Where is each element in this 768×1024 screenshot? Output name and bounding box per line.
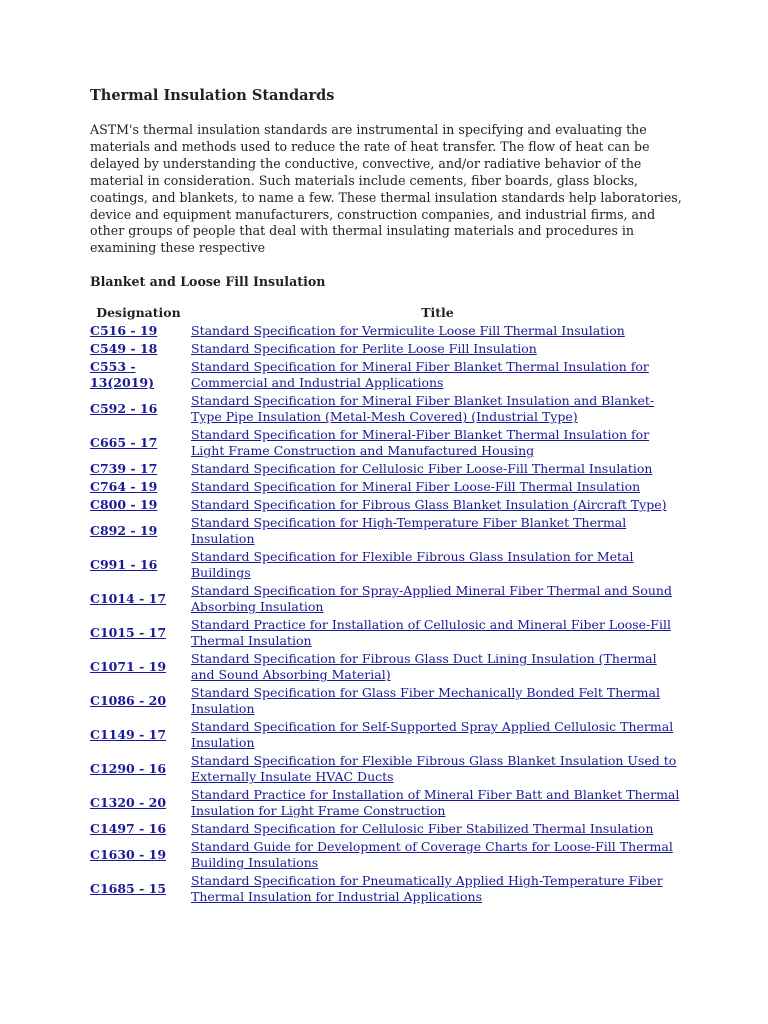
- designation-link[interactable]: C1015 - 17: [90, 625, 167, 641]
- designation-link[interactable]: C764 - 19: [90, 479, 158, 495]
- table-row: [90, 786, 684, 820]
- designation-cell: [90, 718, 191, 752]
- standard-title-link[interactable]: Standard Specification for Vermiculite Loose Fill Thermal Insulation: [191, 323, 625, 339]
- standard-title-link[interactable]: Standard Practice for Installation of Cellulosic and Mineral Fiber Loose-Fill Thermal Insulation: [191, 617, 671, 649]
- title-cell: [191, 786, 684, 820]
- designation-column-header: Designation: [96, 305, 181, 321]
- table-row: [90, 684, 684, 718]
- title-column-header: Title: [421, 305, 454, 321]
- designation-link[interactable]: C1630 - 19: [90, 847, 167, 863]
- designation-link[interactable]: C800 - 19: [90, 497, 158, 513]
- title-cell: [191, 650, 684, 684]
- table-row: [90, 820, 684, 838]
- designation-link[interactable]: C1497 - 16: [90, 821, 167, 837]
- standard-title-link[interactable]: Standard Specification for Fibrous Glass Blanket Insulation (Aircraft Type): [191, 497, 667, 513]
- standard-title-link[interactable]: Standard Specification for Mineral Fiber Loose-Fill Thermal Insulation: [191, 479, 641, 495]
- title-cell: [191, 496, 684, 514]
- standard-title-link[interactable]: Standard Specification for High-Temperature Fiber Blanket Thermal Insulation: [191, 515, 627, 547]
- title-cell: [191, 752, 684, 786]
- designation-link[interactable]: C991 - 16: [90, 557, 158, 573]
- table-row: [90, 358, 684, 392]
- table-row: [90, 872, 684, 906]
- designation-link[interactable]: C549 - 18: [90, 341, 158, 357]
- page-title: Thermal Insulation Standards: [90, 87, 335, 104]
- designation-cell: [90, 392, 191, 426]
- standard-title-link[interactable]: Standard Specification for Glass Fiber Mechanically Bonded Felt Thermal Insulation: [191, 685, 660, 717]
- table-row: [90, 650, 684, 684]
- designation-link[interactable]: C1290 - 16: [90, 761, 167, 777]
- designation-cell: [90, 340, 191, 358]
- standard-title-link[interactable]: Standard Specification for Spray-Applied Mineral Fiber Thermal and Sound Absorbing Insulation: [191, 583, 672, 615]
- designation-cell: [90, 752, 191, 786]
- designation-cell: [90, 786, 191, 820]
- title-cell: [191, 684, 684, 718]
- designation-link[interactable]: C1071 - 19: [90, 659, 167, 675]
- table-row: [90, 718, 684, 752]
- designation-link[interactable]: C1086 - 20: [90, 693, 167, 709]
- standard-title-link[interactable]: Standard Specification for Mineral Fiber Blanket Thermal Insulation for Commercial and Industrial Applications: [191, 359, 649, 391]
- standard-title-link[interactable]: Standard Specification for Flexible Fibrous Glass Insulation for Metal Buildings: [191, 549, 634, 581]
- title-cell: [191, 514, 684, 548]
- title-cell: [191, 582, 684, 616]
- standard-title-link[interactable]: Standard Specification for Cellulosic Fiber Loose-Fill Thermal Insulation: [191, 461, 653, 477]
- standard-title-link[interactable]: Standard Specification for Mineral Fiber Blanket Insulation and Blanket-Type Pipe Insulation (Metal-Mesh Covered) (Industrial Type): [191, 393, 655, 425]
- designation-link[interactable]: C892 - 19: [90, 523, 158, 539]
- designation-link[interactable]: C1685 - 15: [90, 881, 167, 897]
- designation-link[interactable]: C1149 - 17: [90, 727, 167, 743]
- standard-title-link[interactable]: Standard Specification for Mineral-Fiber Blanket Thermal Insulation for Light Frame Construction and Manufactured Housing: [191, 427, 650, 459]
- designation-link[interactable]: C553 - 13(2019): [90, 359, 155, 391]
- designation-cell: [90, 872, 191, 906]
- designation-link[interactable]: C739 - 17: [90, 461, 158, 477]
- standard-title-link[interactable]: Standard Specification for Flexible Fibrous Glass Blanket Insulation Used to Externally Insulate HVAC Ducts: [191, 753, 677, 785]
- designation-link[interactable]: C516 - 19: [90, 323, 158, 339]
- title-cell: [191, 340, 684, 358]
- table-row: [90, 322, 684, 340]
- standard-title-link[interactable]: Standard Specification for Perlite Loose Fill Insulation: [191, 341, 537, 357]
- designation-cell: [90, 478, 191, 496]
- table-row: [90, 616, 684, 650]
- table-row: [90, 460, 684, 478]
- title-cell: [191, 392, 684, 426]
- standard-title-link[interactable]: Standard Practice for Installation of Mineral Fiber Batt and Blanket Thermal Insulation for Light Frame Construction: [191, 787, 680, 819]
- designation-link[interactable]: C665 - 17: [90, 435, 158, 451]
- title-cell: [191, 718, 684, 752]
- standard-title-link[interactable]: Standard Specification for Self-Supported Spray Applied Cellulosic Thermal Insulation: [191, 719, 674, 751]
- table-row: [90, 514, 684, 548]
- table-body: [90, 322, 684, 906]
- standard-title-link[interactable]: Standard Specification for Pneumatically Applied High-Temperature Fiber Thermal Insulation for Industrial Applications: [191, 873, 663, 905]
- table-row: [90, 582, 684, 616]
- title-cell: [191, 872, 684, 906]
- table-row: [90, 426, 684, 460]
- table-row: [90, 340, 684, 358]
- designation-link[interactable]: C1320 - 20: [90, 795, 167, 811]
- designation-link[interactable]: C1014 - 17: [90, 591, 167, 607]
- table-row: [90, 392, 684, 426]
- designation-link[interactable]: C592 - 16: [90, 401, 158, 417]
- standard-title-link[interactable]: Standard Specification for Fibrous Glass Duct Lining Insulation (Thermal and Sound Absorbing Material): [191, 651, 657, 683]
- document-page: [90, 86, 684, 906]
- designation-cell: [90, 582, 191, 616]
- table-row: [90, 752, 684, 786]
- designation-cell: [90, 650, 191, 684]
- designation-cell: [90, 514, 191, 548]
- designation-cell: [90, 358, 191, 392]
- title-cell: [191, 358, 684, 392]
- title-cell: [191, 322, 684, 340]
- table-row: [90, 548, 684, 582]
- title-cell: [191, 820, 684, 838]
- section-title: Blanket and Loose Fill Insulation: [90, 274, 326, 290]
- table-row: [90, 496, 684, 514]
- standards-table: [90, 304, 684, 906]
- table-row: [90, 478, 684, 496]
- title-cell: [191, 460, 684, 478]
- designation-cell: [90, 496, 191, 514]
- standard-title-link[interactable]: Standard Guide for Development of Coverage Charts for Loose-Fill Thermal Building Insulations: [191, 839, 673, 871]
- title-cell: [191, 616, 684, 650]
- table-header-row: [90, 304, 684, 322]
- intro-paragraph: ASTM's thermal insulation standards are instrumental in specifying and evaluating the materials and methods used to reduce the rate of heat transfer. The flow of heat can be delayed by understanding the conductive, convective, and/or radiative behavior of the material in consideration. Such materials include cements, fiber boards, glass blocks, coatings, and blankets, to name a few. These thermal insulation standards help laboratories, device and equipment manufacturers, construction companies, and industrial firms, and other groups of people that deal with thermal insulating materials and procedures in examining these respective: [90, 122, 682, 256]
- designation-cell: [90, 616, 191, 650]
- title-cell: [191, 838, 684, 872]
- designation-cell: [90, 820, 191, 838]
- table-row: [90, 838, 684, 872]
- designation-cell: [90, 684, 191, 718]
- designation-cell: [90, 322, 191, 340]
- title-cell: [191, 478, 684, 496]
- standard-title-link[interactable]: Standard Specification for Cellulosic Fiber Stabilized Thermal Insulation: [191, 821, 654, 837]
- title-cell: [191, 426, 684, 460]
- designation-cell: [90, 838, 191, 872]
- designation-cell: [90, 426, 191, 460]
- designation-cell: [90, 548, 191, 582]
- designation-cell: [90, 460, 191, 478]
- title-cell: [191, 548, 684, 582]
